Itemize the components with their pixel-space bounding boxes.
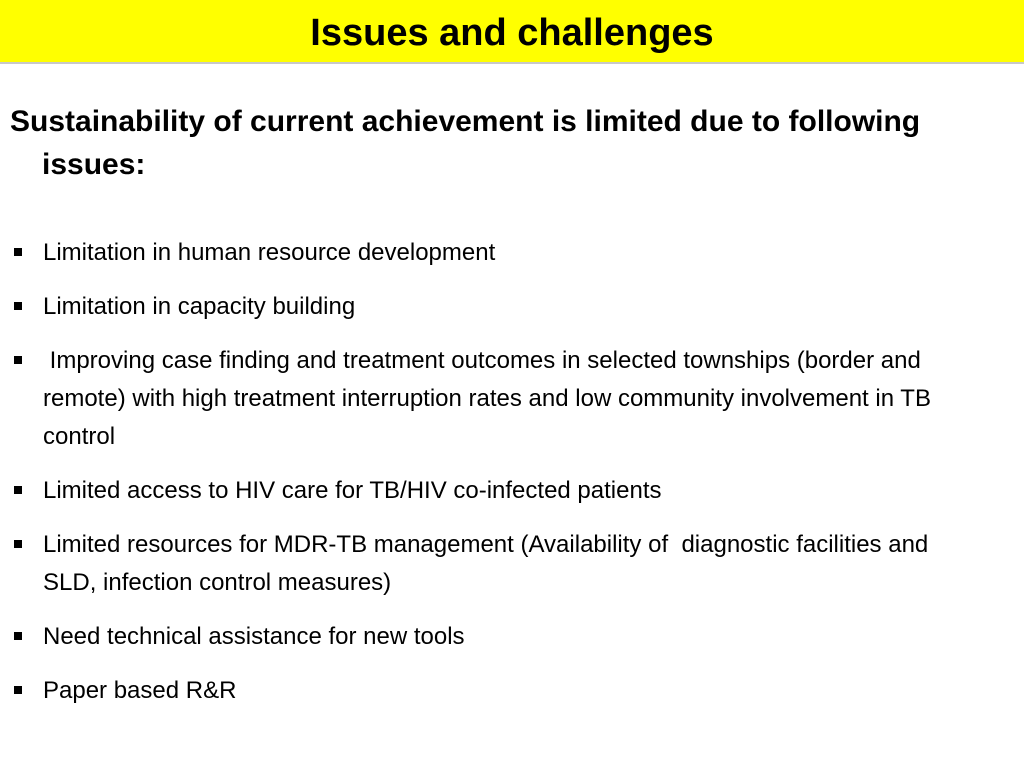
square-bullet-icon [14,248,22,256]
square-bullet-icon [14,486,22,494]
intro-text: Sustainability of current achievement is limited due to following issues: [10,105,921,181]
bullet-list [10,234,970,726]
square-bullet-icon [14,686,22,694]
bullet-item-paper-based [10,672,970,710]
bullet-text: Need technical assistance for new tools [43,623,465,650]
bullet-item-technical-assistance [10,618,970,656]
title-bar [0,0,1024,64]
square-bullet-icon [14,540,22,548]
bullet-item-case-finding [10,342,970,456]
bullet-item-human-resource [10,234,970,272]
bullet-item-capacity-building [10,288,970,326]
square-bullet-icon [14,632,22,640]
bullet-text: Limitation in capacity building [43,293,356,320]
square-bullet-icon [14,356,22,364]
bullet-text: Limitation in human resource development [43,239,496,266]
bullet-text: Limited resources for MDR-TB management (Availability of diagnostic facilities and SLD, infection control measures) [43,531,935,596]
bullet-item-mdr-tb [10,526,970,602]
bullet-item-hiv-care [10,472,970,510]
square-bullet-icon [14,302,22,310]
slide-title: Issues and challenges [310,12,714,54]
bullet-text: Limited access to HIV care for TB/HIV co-infected patients [43,477,662,504]
bullet-text: Improving case finding and treatment outcomes in selected townships (border and remote) with high treatment interruption rates and low community involvement in TB control [43,347,938,450]
bullet-text: Paper based R&R [43,677,237,704]
